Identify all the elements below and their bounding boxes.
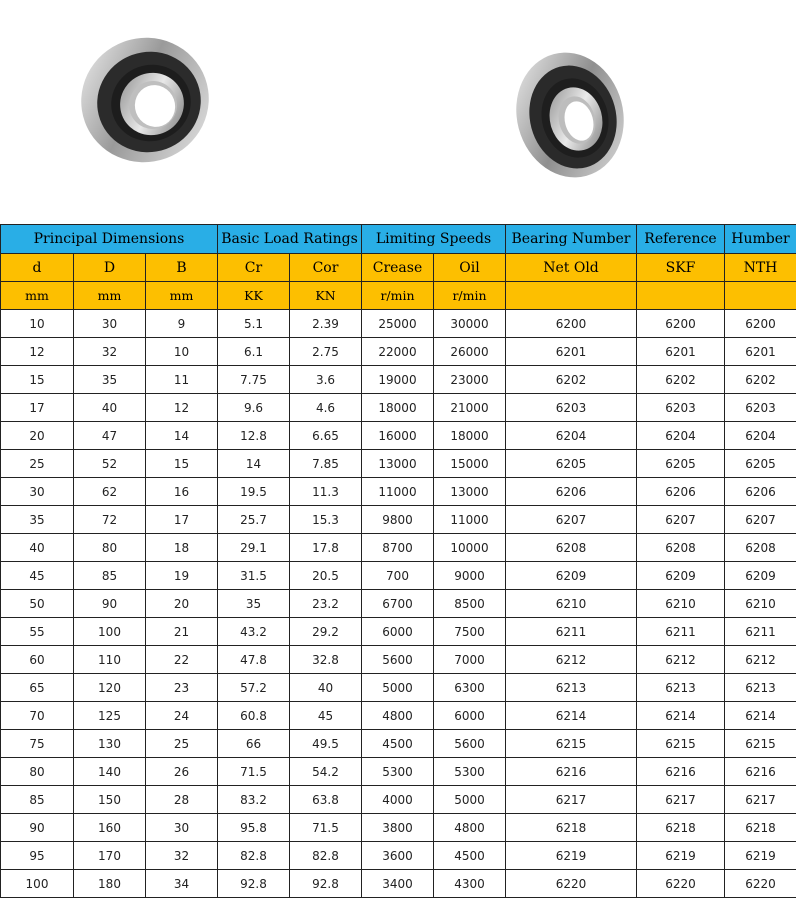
table-cell: 90 [1, 814, 74, 842]
table-cell: 6213 [637, 674, 725, 702]
table-cell: 85 [74, 562, 146, 590]
table-cell: 6219 [725, 842, 796, 870]
table-row [1, 562, 796, 590]
table-cell: 60.8 [218, 702, 290, 730]
table-row [1, 478, 796, 506]
table-cell: 92.8 [218, 870, 290, 898]
table-cell: 60 [1, 646, 74, 674]
table-cell: 170 [74, 842, 146, 870]
table-cell: 54.2 [290, 758, 362, 786]
table-cell: 6210 [637, 590, 725, 618]
table-cell: 70 [1, 702, 74, 730]
table-cell: 21 [146, 618, 218, 646]
table-cell: 6202 [725, 366, 796, 394]
table-cell: 6215 [637, 730, 725, 758]
table-cell: 80 [74, 534, 146, 562]
table-cell: 30 [74, 310, 146, 338]
table-cell: 9000 [434, 562, 506, 590]
table-cell: 26 [146, 758, 218, 786]
table-cell: 700 [362, 562, 434, 590]
table-cell: 34 [146, 870, 218, 898]
table-cell: 160 [74, 814, 146, 842]
table-cell: 16000 [362, 422, 434, 450]
table-cell: 95 [1, 842, 74, 870]
table-cell: 6200 [637, 310, 725, 338]
table-row [1, 366, 796, 394]
bearing-spec-table [0, 224, 796, 898]
table-cell: 45 [290, 702, 362, 730]
table-cell: 17 [1, 394, 74, 422]
table-cell: 95.8 [218, 814, 290, 842]
sub-header-cell: D [74, 254, 146, 282]
table-cell: 4500 [434, 842, 506, 870]
table-cell: 6202 [637, 366, 725, 394]
table-cell: 6207 [637, 506, 725, 534]
table-cell: 29.2 [290, 618, 362, 646]
table-cell: 47.8 [218, 646, 290, 674]
table-cell: 26000 [434, 338, 506, 366]
table-cell: 55 [1, 618, 74, 646]
table-cell: 6203 [506, 394, 637, 422]
table-cell: 6219 [637, 842, 725, 870]
table-cell: 125 [74, 702, 146, 730]
table-row [1, 786, 796, 814]
table-cell: 66 [218, 730, 290, 758]
table-cell: 6205 [506, 450, 637, 478]
table-cell: 9800 [362, 506, 434, 534]
table-cell: 10000 [434, 534, 506, 562]
table-cell: 3600 [362, 842, 434, 870]
table-cell: 5600 [434, 730, 506, 758]
table-cell: 32.8 [290, 646, 362, 674]
table-cell: 6220 [725, 870, 796, 898]
table-cell: 24 [146, 702, 218, 730]
table-cell: 23000 [434, 366, 506, 394]
table-cell: 6206 [725, 478, 796, 506]
table-cell: 6220 [506, 870, 637, 898]
table-cell: 20.5 [290, 562, 362, 590]
table-cell: 6209 [506, 562, 637, 590]
table-cell: 4000 [362, 786, 434, 814]
table-cell: 9.6 [218, 394, 290, 422]
table-row [1, 394, 796, 422]
table-cell: 90 [74, 590, 146, 618]
table-cell: 16 [146, 478, 218, 506]
table-cell: 120 [74, 674, 146, 702]
table-cell: 32 [74, 338, 146, 366]
table-row [1, 338, 796, 366]
table-cell: 6213 [725, 674, 796, 702]
table-cell: 65 [1, 674, 74, 702]
sub-header-row [1, 254, 796, 282]
table-cell: 13000 [362, 450, 434, 478]
table-cell: 6212 [725, 646, 796, 674]
group-header-cell: Reference [637, 225, 725, 254]
table-cell: 52 [74, 450, 146, 478]
table-cell: 22000 [362, 338, 434, 366]
table-cell: 6208 [506, 534, 637, 562]
table-cell: 25.7 [218, 506, 290, 534]
table-cell: 6212 [506, 646, 637, 674]
table-cell: 50 [1, 590, 74, 618]
table-cell: 6206 [506, 478, 637, 506]
sub-header-cell: Crease [362, 254, 434, 282]
table-cell: 43.2 [218, 618, 290, 646]
table-cell: 6214 [725, 702, 796, 730]
table-cell: 30000 [434, 310, 506, 338]
product-images [0, 0, 796, 224]
table-cell: 5000 [434, 786, 506, 814]
table-cell: 140 [74, 758, 146, 786]
table-cell: 10 [146, 338, 218, 366]
table-cell: 80 [1, 758, 74, 786]
table-row [1, 534, 796, 562]
table-cell: 7.75 [218, 366, 290, 394]
table-cell: 6205 [725, 450, 796, 478]
ball-bearing-image-left [78, 36, 212, 164]
table-cell: 8700 [362, 534, 434, 562]
table-cell: 6201 [725, 338, 796, 366]
table-cell: 6200 [506, 310, 637, 338]
table-cell: 29.1 [218, 534, 290, 562]
table-cell: 3800 [362, 814, 434, 842]
table-row [1, 814, 796, 842]
table-row [1, 842, 796, 870]
table-cell: 2.75 [290, 338, 362, 366]
table-cell: 18000 [434, 422, 506, 450]
table-cell: 17.8 [290, 534, 362, 562]
table-cell: 9 [146, 310, 218, 338]
unit-cell: mm [1, 282, 74, 310]
table-cell: 28 [146, 786, 218, 814]
table-cell: 35 [74, 366, 146, 394]
table-cell: 6207 [725, 506, 796, 534]
table-cell: 15 [1, 366, 74, 394]
table-cell: 12 [146, 394, 218, 422]
sub-header-cell: d [1, 254, 74, 282]
table-cell: 15 [146, 450, 218, 478]
table-cell: 6000 [362, 618, 434, 646]
table-cell: 6201 [637, 338, 725, 366]
table-cell: 6205 [637, 450, 725, 478]
table-cell: 5.1 [218, 310, 290, 338]
table-cell: 15000 [434, 450, 506, 478]
table-row [1, 506, 796, 534]
table-cell: 6215 [506, 730, 637, 758]
table-cell: 30 [146, 814, 218, 842]
table-cell: 6213 [506, 674, 637, 702]
table-cell: 6204 [725, 422, 796, 450]
table-cell: 6210 [725, 590, 796, 618]
table-cell: 5300 [434, 758, 506, 786]
table-cell: 3.6 [290, 366, 362, 394]
group-header-cell: Limiting Speeds [362, 225, 506, 254]
table-cell: 23 [146, 674, 218, 702]
table-cell: 110 [74, 646, 146, 674]
table-cell: 17 [146, 506, 218, 534]
table-cell: 35 [218, 590, 290, 618]
table-cell: 32 [146, 842, 218, 870]
table-cell: 6220 [637, 870, 725, 898]
table-cell: 6214 [506, 702, 637, 730]
unit-cell: r/min [362, 282, 434, 310]
table-cell: 7000 [434, 646, 506, 674]
table-cell: 14 [218, 450, 290, 478]
table-cell: 5000 [362, 674, 434, 702]
table-row [1, 450, 796, 478]
table-cell: 4.6 [290, 394, 362, 422]
table-cell: 6209 [725, 562, 796, 590]
table-cell: 7500 [434, 618, 506, 646]
table-cell: 6219 [506, 842, 637, 870]
table-row [1, 702, 796, 730]
group-header-row [1, 225, 796, 254]
group-header-cell: Bearing Number [506, 225, 637, 254]
table-cell: 31.5 [218, 562, 290, 590]
table-cell: 6209 [637, 562, 725, 590]
table-cell: 150 [74, 786, 146, 814]
unit-cell: KN [290, 282, 362, 310]
table-cell: 82.8 [290, 842, 362, 870]
table-cell: 35 [1, 506, 74, 534]
table-cell: 40 [1, 534, 74, 562]
table-cell: 15.3 [290, 506, 362, 534]
table-cell: 6200 [725, 310, 796, 338]
unit-cell [637, 282, 725, 310]
table-row [1, 674, 796, 702]
table-cell: 6208 [725, 534, 796, 562]
table-cell: 6211 [725, 618, 796, 646]
table-cell: 6208 [637, 534, 725, 562]
table-cell: 63.8 [290, 786, 362, 814]
table-cell: 18 [146, 534, 218, 562]
table-cell: 11.3 [290, 478, 362, 506]
table-cell: 25 [146, 730, 218, 758]
units-row [1, 282, 796, 310]
table-cell: 11 [146, 366, 218, 394]
table-cell: 6201 [506, 338, 637, 366]
table-cell: 3400 [362, 870, 434, 898]
table-cell: 11000 [434, 506, 506, 534]
table-cell: 75 [1, 730, 74, 758]
table-cell: 5600 [362, 646, 434, 674]
table-cell: 45 [1, 562, 74, 590]
table-cell: 6217 [506, 786, 637, 814]
table-cell: 6217 [725, 786, 796, 814]
table-cell: 4800 [434, 814, 506, 842]
table-cell: 22 [146, 646, 218, 674]
table-cell: 6212 [637, 646, 725, 674]
unit-cell [725, 282, 796, 310]
table-cell: 6203 [637, 394, 725, 422]
table-cell: 71.5 [218, 758, 290, 786]
table-cell: 100 [74, 618, 146, 646]
table-cell: 72 [74, 506, 146, 534]
table-cell: 83.2 [218, 786, 290, 814]
table-cell: 14 [146, 422, 218, 450]
table-cell: 18000 [362, 394, 434, 422]
table-cell: 6218 [725, 814, 796, 842]
table-cell: 82.8 [218, 842, 290, 870]
table-cell: 19000 [362, 366, 434, 394]
table-cell: 20 [146, 590, 218, 618]
table-row [1, 758, 796, 786]
table-cell: 6215 [725, 730, 796, 758]
table-cell: 6216 [506, 758, 637, 786]
table-cell: 6700 [362, 590, 434, 618]
unit-cell: KK [218, 282, 290, 310]
table-cell: 6218 [506, 814, 637, 842]
table-cell: 6000 [434, 702, 506, 730]
table-cell: 6204 [637, 422, 725, 450]
table-cell: 92.8 [290, 870, 362, 898]
table-cell: 6210 [506, 590, 637, 618]
group-header-cell: Basic Load Ratings [218, 225, 362, 254]
table-cell: 4300 [434, 870, 506, 898]
sub-header-cell: SKF [637, 254, 725, 282]
table-cell: 19 [146, 562, 218, 590]
table-cell: 12 [1, 338, 74, 366]
sub-header-cell: Cr [218, 254, 290, 282]
table-row [1, 730, 796, 758]
table-cell: 30 [1, 478, 74, 506]
table-cell: 23.2 [290, 590, 362, 618]
table-cell: 6.65 [290, 422, 362, 450]
table-cell: 180 [74, 870, 146, 898]
table-cell: 6211 [637, 618, 725, 646]
sub-header-cell: NTH [725, 254, 796, 282]
table-cell: 6300 [434, 674, 506, 702]
table-row [1, 646, 796, 674]
unit-cell: mm [146, 282, 218, 310]
unit-cell [506, 282, 637, 310]
sub-header-cell: Oil [434, 254, 506, 282]
unit-cell: r/min [434, 282, 506, 310]
sub-header-cell: Cor [290, 254, 362, 282]
table-cell: 85 [1, 786, 74, 814]
table-cell: 6216 [637, 758, 725, 786]
table-cell: 62 [74, 478, 146, 506]
table-cell: 6204 [506, 422, 637, 450]
table-cell: 6202 [506, 366, 637, 394]
table-cell: 71.5 [290, 814, 362, 842]
table-cell: 13000 [434, 478, 506, 506]
table-cell: 21000 [434, 394, 506, 422]
table-row [1, 870, 796, 898]
table-cell: 6206 [637, 478, 725, 506]
table-cell: 40 [74, 394, 146, 422]
group-header-cell: Principal Dimensions [1, 225, 218, 254]
table-cell: 57.2 [218, 674, 290, 702]
table-cell: 12.8 [218, 422, 290, 450]
table-cell: 6.1 [218, 338, 290, 366]
table-cell: 10 [1, 310, 74, 338]
table-cell: 25 [1, 450, 74, 478]
table-row [1, 618, 796, 646]
group-header-cell: Humber [725, 225, 796, 254]
table-cell: 25000 [362, 310, 434, 338]
table-cell: 100 [1, 870, 74, 898]
table-cell: 40 [290, 674, 362, 702]
table-cell: 6211 [506, 618, 637, 646]
table-cell: 6216 [725, 758, 796, 786]
table-row [1, 422, 796, 450]
ball-bearing-image-right [514, 50, 626, 180]
table-cell: 6214 [637, 702, 725, 730]
table-cell: 20 [1, 422, 74, 450]
table-cell: 4500 [362, 730, 434, 758]
sub-header-cell: Net Old [506, 254, 637, 282]
table-cell: 6217 [637, 786, 725, 814]
table-row [1, 590, 796, 618]
table-cell: 19.5 [218, 478, 290, 506]
table-cell: 2.39 [290, 310, 362, 338]
table-cell: 6218 [637, 814, 725, 842]
unit-cell: mm [74, 282, 146, 310]
table-row [1, 310, 796, 338]
table-cell: 130 [74, 730, 146, 758]
table-cell: 6207 [506, 506, 637, 534]
table-cell: 6203 [725, 394, 796, 422]
table-cell: 49.5 [290, 730, 362, 758]
table-cell: 47 [74, 422, 146, 450]
table-cell: 8500 [434, 590, 506, 618]
table-cell: 11000 [362, 478, 434, 506]
table-cell: 4800 [362, 702, 434, 730]
sub-header-cell: B [146, 254, 218, 282]
table-cell: 5300 [362, 758, 434, 786]
table-cell: 7.85 [290, 450, 362, 478]
